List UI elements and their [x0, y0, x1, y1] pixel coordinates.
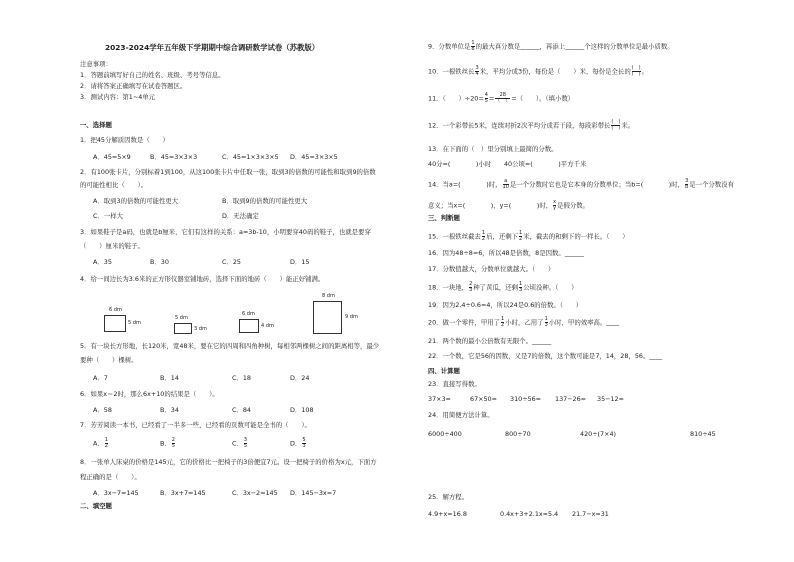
- question-18: 18．一块地， $\frac{2}{3}$ 种了黄瓜，还剩 $\frac{1}{3}$ 公顷没种。（ ）: [428, 281, 578, 293]
- question-24: 24．用简便方法计算。: [428, 411, 494, 419]
- paper-title: 2023-2024学年五年级下学期期中综合调研数学试卷（苏教版）: [105, 43, 320, 52]
- option: A．3x−7=145: [93, 489, 139, 497]
- option: B．取到9的倍数的可能性更大: [222, 197, 308, 205]
- fraction: $\frac{3}{4}$: [475, 65, 479, 77]
- tile-d-width: 8 dm: [322, 293, 335, 299]
- question-9: 9．分数单位是 $\frac{1}{8}$ 的最大真分数是______，再添上______个这样的分数单位是最小质数。: [428, 40, 674, 52]
- option: D．无法确定: [222, 212, 259, 220]
- calc-item: 800÷70: [505, 430, 531, 438]
- option: D．15: [290, 258, 310, 266]
- option: A．58: [93, 406, 112, 414]
- option-c: C． $\frac{3}{5}$: [232, 437, 248, 449]
- question-5: 5．有一块长方形地，长120米，宽48米，要在它的四周和四角种树，每相邻两棵树之间的距离相等，最少: [80, 342, 380, 350]
- question-6: 6．如果x＝2时，那么6x+10的结果是（ ）。: [80, 390, 219, 398]
- fraction: $\frac{1}{2}$: [501, 316, 505, 328]
- section-heading: 一、选择题: [80, 121, 112, 129]
- tile-b: [174, 323, 192, 334]
- question-3-cont: （ ）厘米的鞋子。: [80, 242, 144, 250]
- question-14: 14．当a=( )时， $\frac{a}{10}$ 是一个分数时它也是它本身的分数单位；当b=( )时， $\frac{3}{b}$ 是一个分数没有: [428, 178, 734, 190]
- option: B．3x+7=145: [160, 489, 206, 497]
- question-19: 19．因为2.4÷0.6=4，所以24是0.6的倍数。（ ）: [428, 301, 583, 309]
- option: C．一样大: [93, 212, 124, 220]
- question-10: 10．一根铁丝长 $\frac{3}{4}$ 米，平均分成3份，每份是（ ）米，每份是全长的 $\frac{( )}{( )}$ 。: [428, 65, 649, 77]
- calc-item: 6000÷400: [428, 430, 462, 438]
- fraction: $\frac{28}{( )}$: [495, 92, 511, 104]
- calc-item: 137−26=: [555, 395, 587, 403]
- option: D．108: [290, 406, 314, 414]
- question-7: 7．芳芳阅读一本书，已经看了一半多一些，已经看的页数可能是全书的（ ）。: [80, 421, 311, 429]
- option: D．24: [290, 374, 310, 382]
- tile-c: [239, 319, 259, 333]
- tile-b-width: 5 dm: [175, 315, 188, 321]
- option: A．35: [93, 258, 112, 266]
- option: A．7: [93, 374, 108, 382]
- question-13: 13．在下面的（ ）里分别填上最简的分数。: [428, 145, 558, 153]
- question-14-cont: 意义；当x=( )，y=( )时， $\frac{x}{y}$ 是假分数。: [428, 199, 590, 211]
- equation-item: 21.7−x=31: [572, 510, 609, 518]
- calc-item: 810÷45: [690, 430, 716, 438]
- blank-fraction: $\frac{( )}{( )}$: [611, 119, 621, 131]
- option: B．14: [160, 374, 179, 382]
- question-5-cont: 要种（ ）棵树。: [80, 356, 138, 364]
- fraction: $\frac{a}{10}$: [502, 178, 509, 190]
- tile-b-height: 3 dm: [194, 326, 207, 332]
- option: C．45=1×3×3×5: [222, 153, 279, 161]
- tile-a: [104, 315, 126, 332]
- fraction: $\frac{1}{3}$: [544, 316, 548, 328]
- question-17: 17．分数值越大，分数单位就越大。（ ）: [428, 265, 555, 273]
- blank-fraction: $\frac{( )}{( )}$: [631, 65, 641, 77]
- option-a: A． $\frac{1}{2}$: [93, 437, 108, 449]
- option: D．145−3x=7: [290, 489, 337, 497]
- fraction: $\frac{1}{8}$: [471, 40, 475, 52]
- fraction: $\frac{2}{3}$: [469, 281, 473, 293]
- fraction: $\frac{1}{3}$: [519, 281, 523, 293]
- question-15: 15．一根铁丝截去 $\frac{1}{2}$ 后，还剩下 $\frac{1}{2}$ 米，截去的和剩下的一样长。（ ）: [428, 230, 629, 242]
- question-23: 23．直接写得数。: [428, 380, 481, 388]
- calc-item: 420÷(7×4): [580, 430, 617, 438]
- question-11: 11．（ ）÷20= $\frac{4}{5}$ = $\frac{28}{( )}$ =（ ）。（填小数）: [428, 92, 575, 104]
- fraction: $\frac{1}{2}$: [104, 437, 108, 449]
- question-3: 3．如果鞋子是a码，也就是b厘米，它们有这样的关系：a=3b-10，小明要穿40码的鞋子，也就是要穿: [80, 228, 371, 236]
- option: C．25: [222, 258, 241, 266]
- option: C．3x−2=145: [232, 489, 278, 497]
- fraction: $\frac{5}{3}$: [302, 437, 306, 449]
- option: B．34: [160, 406, 179, 414]
- notice-item: 3．测试内容：第1~4单元: [80, 93, 156, 101]
- option: D．45=3×3×5: [290, 153, 338, 161]
- fraction: $\frac{4}{5}$: [484, 92, 488, 104]
- section-heading: 二、填空题: [80, 502, 112, 510]
- option: A．45=5×9: [93, 153, 131, 161]
- option: C．18: [232, 374, 251, 382]
- question-1: 1．把45分解质因数是（ ）: [80, 136, 169, 144]
- question-16: 16．因为48÷8=6，所以48是倍数，8是因数。______: [428, 249, 584, 257]
- equation-item: 4.9+x=16.8: [428, 510, 467, 518]
- question-21: 21．两个数的最小公倍数有无限个。______: [428, 337, 552, 345]
- tile-d: [313, 301, 342, 334]
- option-d: D． $\frac{5}{3}$: [290, 437, 306, 449]
- notice-item: 2．请将答案正确填写在试卷答题区。: [80, 82, 187, 90]
- tile-a-height: 5 dm: [128, 320, 141, 326]
- tile-c-height: 4 dm: [261, 323, 274, 329]
- question-8-cont: 程正确的是（ ）。: [80, 473, 141, 481]
- question-12: 12．一个彩带长5米，连续对折2次平均分成若干段，每段彩带长 $\frac{( )}{( )}$ 米。: [428, 119, 635, 131]
- question-8: 8．一张单人床桌的价格是145元，它的价格比一把椅子的3倍便宜7元。设一把椅子的价格为x元，下面方: [80, 458, 377, 466]
- option-b: B． $\frac{2}{5}$: [160, 437, 175, 449]
- fraction: $\frac{3}{b}$: [685, 178, 689, 190]
- question-20: 20．做一个零件，甲用了 $\frac{1}{2}$ 小时，乙用了 $\frac{1}{3}$ 小时，甲的效率高。____: [428, 316, 620, 328]
- fraction: $\frac{2}{5}$: [171, 437, 175, 449]
- section-heading: 三、判断题: [428, 214, 460, 222]
- tile-c-width: 6 dm: [242, 311, 255, 317]
- equation-item: 0.4x+3+2.1x=5.4: [500, 510, 559, 518]
- tile-d-height: 9 dm: [345, 314, 358, 320]
- option: C．84: [232, 406, 251, 414]
- fraction: $\frac{x}{y}$: [553, 199, 557, 211]
- fraction: $\frac{3}{5}$: [243, 437, 248, 449]
- calc-item: 310÷56=: [510, 395, 542, 403]
- calc-item: 67×50=: [470, 395, 497, 403]
- calc-item: 37×3=: [428, 395, 451, 403]
- fraction: $\frac{1}{2}$: [519, 230, 523, 242]
- question-2: 2．有100张卡片，分别标着1到100，从这100张卡片中任取一张，取到3的倍数的可能性和取到9的倍数: [80, 168, 376, 176]
- question-4: 4．给一间边长为3.6米的正方形仪器室铺地砖，选择下面的地砖（ ）能正好铺满。: [80, 275, 325, 283]
- fraction: $\frac{1}{2}$: [481, 230, 486, 242]
- option: B．45=3×3×3: [150, 153, 198, 161]
- option: A．取到3的倍数的可能性更大: [93, 197, 179, 205]
- tile-a-width: 6 dm: [109, 307, 122, 313]
- question-25: 25．解方程。: [428, 493, 469, 501]
- calc-item: 35−12=: [597, 395, 624, 403]
- question-13-cont: 40分=( )小时 40公顷=( )平方千米: [428, 160, 587, 168]
- notice-item: 1．答题前填写好自己的姓名、班级、考号等信息。: [80, 71, 225, 79]
- question-22: 22．一个数，它是56的因数，又是7的倍数，这个数可能是7，14，28，56。____: [428, 352, 663, 360]
- notice-heading: 注意事项：: [80, 60, 112, 68]
- option: B．30: [150, 258, 169, 266]
- section-heading: 四、计算题: [428, 367, 460, 375]
- question-2-cont: 的可能性相比（ ）。: [80, 181, 148, 189]
